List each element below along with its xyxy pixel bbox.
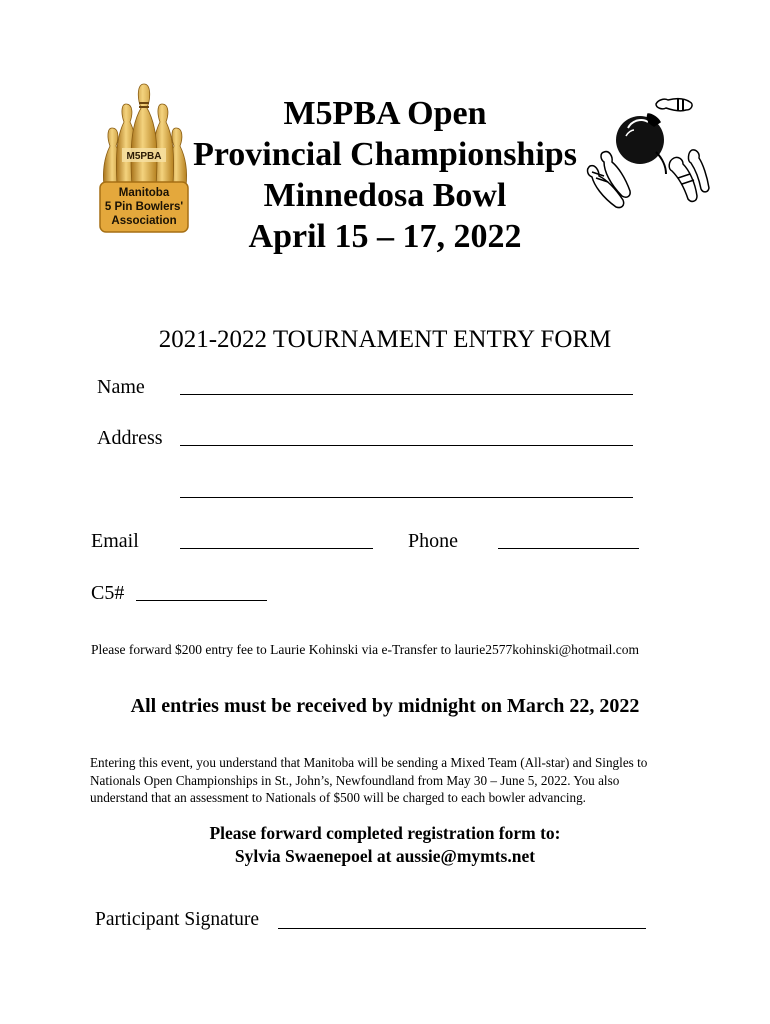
forward-line-1: Please forward completed registration form to:: [209, 823, 561, 843]
address-label: Address: [97, 427, 163, 449]
form-heading: 2021-2022 TOURNAMENT ENTRY FORM: [158, 326, 612, 353]
email-label: Email: [91, 530, 139, 552]
logo-badge-line-1: Manitoba: [118, 187, 170, 199]
event-title: [170, 93, 600, 257]
phone-field[interactable]: [498, 548, 639, 549]
fee-note: Please forward $200 entry fee to Laurie Kohinski via e-Transfer to laurie2577kohinski@hotmail.com: [91, 642, 640, 657]
signature-label: Participant Signature: [95, 909, 260, 930]
nationals-info: [90, 754, 690, 807]
c5-label: C5#: [91, 582, 125, 604]
title-line-1: M5PBA Open: [283, 95, 487, 132]
title-line-3: Minnedosa Bowl: [263, 177, 507, 214]
bowling-ball-and-pins-icon: [582, 92, 712, 212]
logo-wordmark: M5PBA: [126, 151, 162, 162]
name-label: Name: [97, 376, 145, 398]
logo-badge-line-3: Association: [111, 215, 177, 227]
phone-label: Phone: [408, 530, 458, 552]
logo-badge-line-2: 5 Pin Bowlers': [104, 201, 184, 213]
address-field-line-1[interactable]: [180, 445, 633, 446]
info-line-3: understand that an assessment to Nationals of $500 will be charged to each bowler advancing.: [90, 790, 586, 805]
name-field[interactable]: [180, 394, 633, 395]
deadline-notice: All entries must be received by midnight on March 22, 2022: [130, 695, 640, 717]
title-line-2: Provincial Championships: [193, 136, 577, 173]
info-line-2: Nationals Open Championships in St., John’s, Newfoundland from May 30 – June 5, 2022. You also: [90, 772, 620, 788]
c5-field[interactable]: [136, 600, 267, 601]
address-field-line-2[interactable]: [180, 497, 633, 498]
submission-instructions: [0, 822, 770, 868]
title-line-4: April 15 – 17, 2022: [248, 218, 522, 255]
email-field[interactable]: [180, 548, 373, 549]
forward-line-2: Sylvia Swaenepoel at aussie@mymts.net: [234, 846, 536, 866]
signature-field[interactable]: [278, 928, 646, 929]
info-line-1: Entering this event, you understand that Manitoba will be sending a Mixed Team (All-star) and Singles to: [90, 755, 648, 770]
